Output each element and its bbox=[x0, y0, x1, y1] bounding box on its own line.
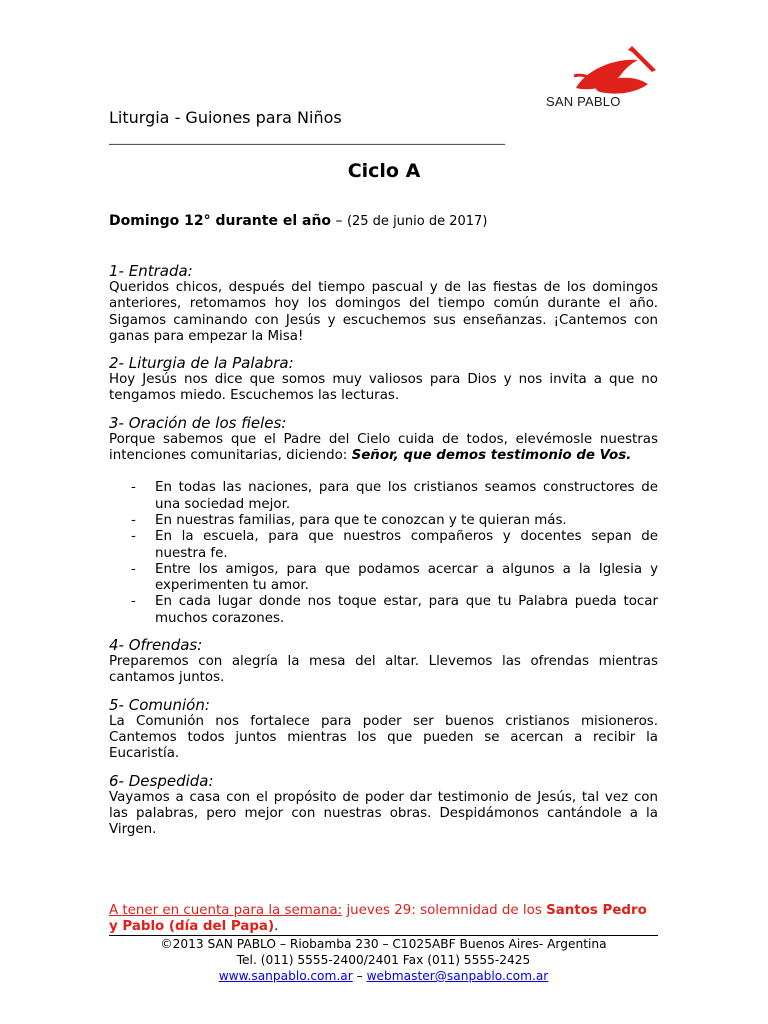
email-link[interactable]: webmaster@sanpablo.com.ar bbox=[366, 969, 549, 983]
header-rule: ________________________________________________________________________ bbox=[109, 132, 505, 145]
intention-item: - En nuestras familias, para que te conozcan y te quieran más. bbox=[131, 512, 567, 528]
oracion-intro: Porque sabemos que el Padre del Cielo cuida de todos, elevémosle nuestras intenciones comunitarias, diciendo: bbox=[109, 431, 658, 464]
dash-bullet: - bbox=[131, 512, 136, 528]
footer-links bbox=[109, 968, 658, 984]
notice-label: A tener en cuenta para la semana: bbox=[109, 903, 343, 918]
section-text: Hoy Jesús nos dice que somos muy valiosos para Dios y nos invita a que no tengamos miedo. Escuchemos las lecturas. bbox=[109, 372, 658, 404]
notice-end: . bbox=[274, 919, 279, 935]
dash-bullet: - bbox=[131, 529, 136, 545]
section-text bbox=[109, 432, 658, 465]
document-header-title: Liturgia - Guiones para Niños bbox=[109, 108, 342, 127]
intention-item: - Entre los amigos, para que podamos acercar a algunos a la Iglesia y experimenten tu amor. bbox=[131, 561, 658, 594]
intention-item: - En todas las naciones, para que los cristianos seamos constructores de una sociedad mejor. bbox=[131, 480, 658, 512]
section-ofrendas bbox=[109, 636, 658, 687]
footer bbox=[109, 936, 658, 984]
oracion-response-end: . bbox=[626, 448, 632, 464]
section-text: Queridos chicos, después del tiempo pascual y de las fiestas de los domingos anteriores, retomamos hoy los domingos del tiempo común durante el año. Sigamos caminando con Jesús y escuchemos sus enseñanzas. ¡Cantemos con ganas para empezar la Misa! bbox=[109, 280, 658, 344]
section-heading: 5- Comunión: bbox=[109, 695, 210, 714]
notice-highlight: Santos Pedro y Pablo (día del Papa) bbox=[109, 903, 647, 935]
logo-text: SAN PABLO bbox=[546, 94, 621, 109]
intention-item: - En la escuela, para que nuestros compañeros y docentes sepan de nuestra fe. bbox=[131, 529, 658, 561]
section-text: La Comunión nos fortalece para poder ser buenos cristianos misioneros. Cantemos todos juntos mientras los que pueden se acercan a recibir la Eucaristía. bbox=[109, 713, 658, 762]
section-heading: 2- Liturgia de la Palabra: bbox=[109, 354, 294, 373]
notice-text: jueves 29: solemnidad de los bbox=[342, 903, 547, 918]
footer-link-separator: – bbox=[352, 969, 367, 983]
section-text: Vayamos a casa con el propósito de poder dar testimonio de Jesús, tal vez con las palabras, pero mejor con nuestras obras. Despidámonos cantándole a la Virgen. bbox=[109, 789, 658, 838]
section-oracion bbox=[109, 414, 658, 627]
section-comunion bbox=[109, 696, 658, 763]
section-palabra bbox=[109, 354, 658, 405]
website-link[interactable]: www.sanpablo.com.ar bbox=[218, 969, 353, 983]
dash-bullet: - bbox=[131, 561, 136, 577]
dash-bullet: - bbox=[131, 480, 136, 496]
liturgy-content bbox=[109, 262, 658, 847]
intentions-list bbox=[109, 480, 658, 627]
date-separator: – bbox=[331, 213, 347, 229]
oracion-response: Señor, que demos testimonio de Vos bbox=[351, 448, 627, 464]
intention-item: - En cada lugar donde nos toque estar, para que tu Palabra pueda tocar muchos corazones. bbox=[131, 594, 658, 626]
footer-phone: Tel. (011) 5555-2400/2401 Fax (011) 5555-2425 bbox=[236, 953, 531, 967]
section-despedida bbox=[109, 772, 658, 839]
footer-address: ©2013 SAN PABLO – Riobamba 230 – C1025ABF Buenos Aires- Argentina bbox=[160, 937, 607, 951]
section-heading: 1- Entrada: bbox=[109, 262, 193, 280]
date-text: (25 de junio de 2017) bbox=[346, 214, 488, 229]
dash-bullet: - bbox=[131, 594, 136, 610]
page-title: Ciclo A bbox=[347, 160, 421, 182]
section-heading: 4- Ofrendas: bbox=[109, 636, 203, 655]
section-text: Preparemos con alegría la mesa del altar. Llevemos las ofrendas mientras cantamos juntos. bbox=[109, 654, 658, 686]
section-entrada bbox=[109, 262, 658, 345]
section-heading: 6- Despedida: bbox=[109, 771, 214, 790]
sunday-label: Domingo 12° durante el año bbox=[109, 213, 332, 229]
weekly-notice bbox=[109, 903, 658, 936]
section-heading: 3- Oración de los fieles: bbox=[109, 413, 287, 432]
date-line bbox=[109, 213, 487, 229]
